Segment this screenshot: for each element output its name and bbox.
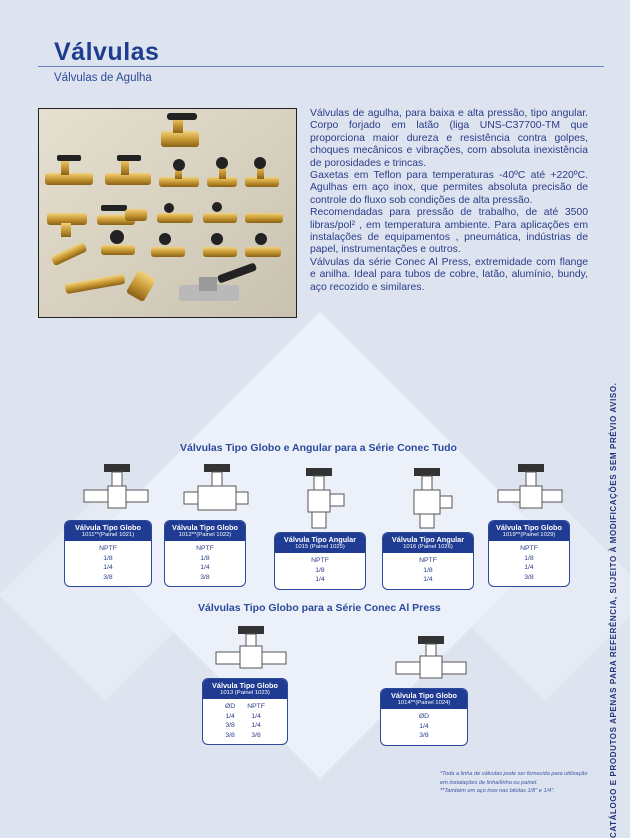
size-value: 1/4 <box>419 722 429 730</box>
size-value: 3/8 <box>524 573 534 581</box>
card-body <box>489 541 569 586</box>
card-code: 1013 (Painel 1023) <box>220 690 270 696</box>
size-value: 3/8 <box>419 732 429 740</box>
size-value: 1/4 <box>200 564 210 572</box>
card-title: Válvula Tipo Globo <box>212 681 278 690</box>
intro-paragraph: Válvulas de agulha, para baixa e alta pressão, tipo angular. Corpo forjado em latão (liga UNS-C37700-TM que proporciona maior dureza e resistência contra golpes, choques mecânicos e vibrações, com absoluta inexistência de porosidades e trincas. <box>310 108 588 169</box>
size-value: 1/4 <box>251 712 261 720</box>
column-header: NPTF <box>419 557 437 564</box>
size-value: 1/8 <box>524 554 534 562</box>
diameter-column <box>225 702 235 740</box>
column-header: NPTF <box>99 545 117 552</box>
size-value: 1/4 <box>103 564 113 572</box>
needle-valves-illustration <box>39 109 296 317</box>
globe-valve-1011-drawing <box>80 462 152 522</box>
card-header <box>275 533 365 553</box>
card-title: Válvula Tipo Globo <box>172 523 238 532</box>
valve-card-1013 <box>202 678 288 745</box>
nptf-column <box>247 702 265 740</box>
size-value: 3/8 <box>251 731 261 739</box>
column-header: ØD <box>225 703 236 710</box>
size-value: 3/8 <box>200 573 210 581</box>
intro-paragraph: Válvulas da série Conec Al Press, extremidade com flange e anilha. Ideal para tubos de cobre, latão, alumínio, bundy, aço recozido e similares. <box>310 256 588 293</box>
angle-valve-1015-drawing <box>290 466 350 532</box>
valve-card-1015 <box>274 532 366 590</box>
valve-card-1012 <box>164 520 246 587</box>
page-title: Válvulas <box>54 38 160 66</box>
card-body <box>275 553 365 589</box>
size-value: 1/8 <box>200 554 210 562</box>
valve-card-1016 <box>382 532 474 590</box>
valve-card-1019 <box>488 520 570 587</box>
size-value: 1/4 <box>524 564 534 572</box>
globe-valve-1014-drawing <box>392 634 472 690</box>
size-value: 1/8 <box>423 566 433 574</box>
card-code: 1019**(Painel 1029) <box>502 532 556 538</box>
card-header <box>165 521 245 541</box>
column-header: NPTF <box>520 545 538 552</box>
page-subtitle: Válvulas de Agulha <box>54 72 152 84</box>
column-header: NPTF <box>196 545 214 552</box>
card-header <box>489 521 569 541</box>
card-title: Válvula Tipo Globo <box>496 523 562 532</box>
size-value: 1/4 <box>225 712 235 720</box>
size-value: 1/4 <box>423 576 433 584</box>
globe-valve-1013-drawing <box>212 624 292 680</box>
card-header <box>383 533 473 553</box>
intro-paragraph: Recomendadas para pressão de trabalho, de até 3500 libras/pol² , em temperatura ambiente. Para aplicações em instalações de equipamentos , pneumática, indústrias de papel, instrumentações e outros. <box>310 207 588 256</box>
column-header: NPTF <box>311 557 329 564</box>
footnote <box>440 770 590 796</box>
card-title: Válvula Tipo Angular <box>391 535 465 544</box>
card-body <box>383 553 473 589</box>
card-body <box>65 541 151 586</box>
footnote-line: **Também em aço inox nas bitolas 1/8" e 1/4". <box>440 788 555 794</box>
intro-text <box>310 108 588 294</box>
section2-heading: Válvulas Tipo Globo para a Série Conec Al Press <box>198 602 441 614</box>
size-value: 3/8 <box>103 573 113 581</box>
card-code: 1011**(Painel 1021) <box>81 532 135 538</box>
product-photo <box>38 108 297 318</box>
card-title: Válvula Tipo Globo <box>391 691 457 700</box>
column-header: NPTF <box>247 703 265 710</box>
globe-valve-1012-drawing <box>180 462 252 522</box>
size-value: 1/4 <box>315 576 325 584</box>
card-code: 1014**(Painel 1024) <box>397 700 451 706</box>
size-value: 3/8 <box>225 731 235 739</box>
angle-valve-1016-drawing <box>398 466 458 532</box>
section1-heading: Válvulas Tipo Globo e Angular para a Série Conec Tudo <box>180 442 457 454</box>
card-title: Válvula Tipo Angular <box>283 535 357 544</box>
footnote-line: *Toda a linha de válvulas pode ser fornecida para utilização em instalações de linha/linha ou painel. <box>440 771 588 786</box>
size-value: 1/8 <box>315 566 325 574</box>
title-divider <box>38 66 604 67</box>
globe-valve-1019-drawing <box>494 462 566 522</box>
column-header: ØD <box>418 713 430 720</box>
size-value: 3/8 <box>225 722 235 730</box>
card-title: Válvula Tipo Globo <box>75 523 141 532</box>
card-code: 1012**(Painel 1022) <box>178 532 232 538</box>
card-code: 1016 (Painel 1026) <box>403 544 453 550</box>
size-value: 1/4 <box>251 722 261 730</box>
vertical-disclaimer: CATÁLOGO E PRODUTOS APENAS PARA REFERÊNCIA, SUJEITO À MODIFICAÇÕES SEM PRÉVIO AVISO. <box>609 382 618 838</box>
intro-paragraph: Gaxetas em Teflon para temperaturas -40ºC até +220ºC. Agulhas em aço inox, que permites absoluta precisão de controle do fluxo sob condições de alta pressão. <box>310 170 588 206</box>
card-header <box>381 689 467 709</box>
card-header <box>203 679 287 699</box>
valve-card-1011 <box>64 520 152 587</box>
valve-card-1014 <box>380 688 468 746</box>
card-body <box>381 709 467 745</box>
card-body <box>165 541 245 586</box>
card-body <box>203 699 287 744</box>
card-code: 1015 (Painel 1025) <box>295 544 345 550</box>
card-header <box>65 521 151 541</box>
size-value: 1/8 <box>103 554 113 562</box>
